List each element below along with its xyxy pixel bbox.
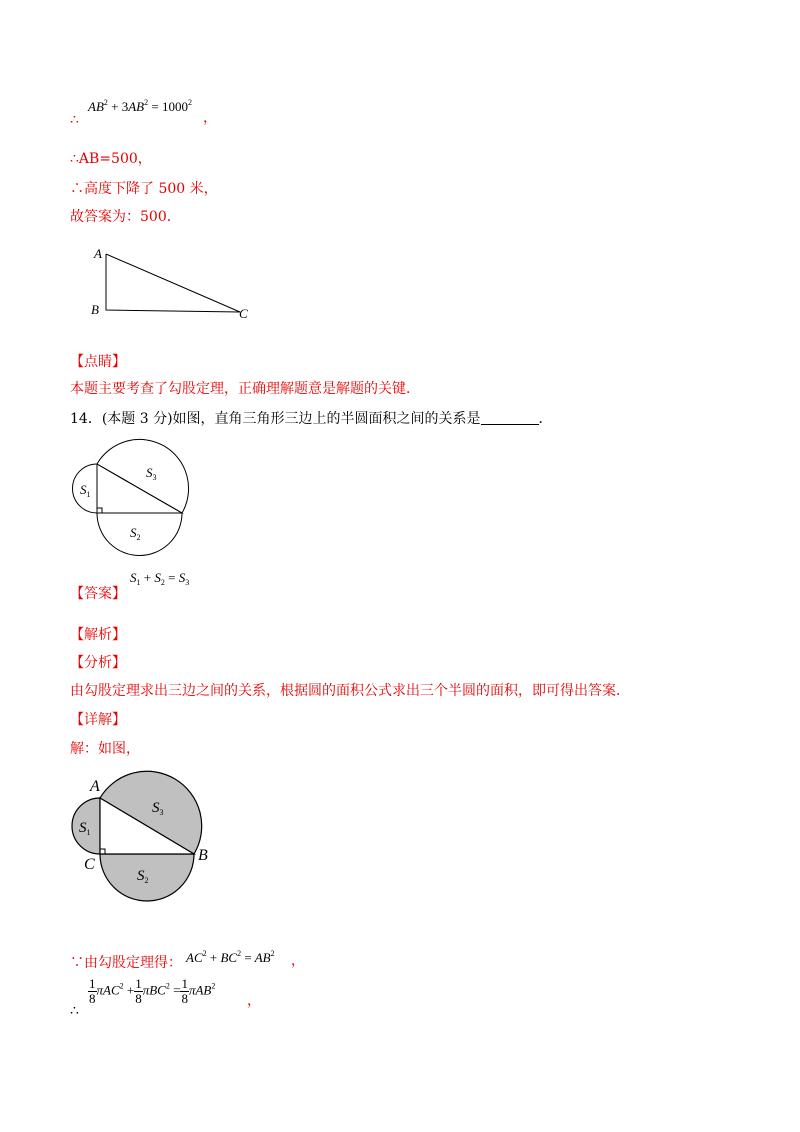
vertex-label-b-2: B [198,847,208,864]
answer-header: 【答案】 [70,586,126,602]
label-s3-shaded: $S_3$ [152,800,164,817]
vertex-label-b: B [91,302,99,317]
question-14-text: 14．(本题 3 分)如图，直角三角形三边上的半圆面积之间的关系是 ． [70,411,553,427]
fraction-equation-comma: ， [247,993,261,1009]
fenxi-header: 【分析】 [70,655,126,671]
height-drop-line: ∴高度下降了 500 米， [70,181,218,197]
ab-result-line: ∴AB=500， [70,151,152,167]
vertex-label-c: C [239,306,248,321]
label-s2-shaded: $S_2$ [137,868,149,885]
xiangjie-header: 【详解】 [70,712,126,728]
vertex-label-a: A [94,246,102,261]
vertex-label-c-2: C [84,856,95,873]
pythagoras-text: ∵由勾股定理得： [70,955,182,971]
answer-blank [481,411,539,425]
pythagoras-comma: ， [291,953,305,969]
label-s3: $S_3$ [146,465,157,482]
label-s1-shaded: $S_1$ [79,820,91,837]
answer-line: 故答案为：500． [70,209,181,225]
therefore-symbol: ∴ [70,112,79,128]
jiexi-header: 【解析】 [70,627,126,643]
semicircle-figure-shaded [62,765,212,910]
dianjing-header: 【点睛】 [70,354,126,370]
label-s2: $S_2$ [130,525,141,542]
answer-equation: $S_1 + S_2 = S_3$ [130,570,190,587]
equation-ab-1000: $AB^2 + 3AB^2 = 1000^2$ [88,98,192,114]
therefore-symbol-2: ∴ [70,1003,79,1019]
solution-intro: 解：如图， [70,741,140,757]
pythagoras-equation: $AC^2 + BC^2 = AB^2$ [186,949,275,965]
fraction-equation: $\frac{1}{8}$ πAC$^2$ + $\frac{1}{8}$ πBC$^2$ = $\frac{1}{8}$ πAB$^2$ [89,976,216,1006]
label-s1: $S_1$ [80,482,91,499]
dianjing-text: 本题主要考查了勾股定理，正确理解题意是解题的关键． [70,381,420,397]
fenxi-text: 由勾股定理求出三边之间的关系，根据圆的面积公式求出三个半圆的面积，即可得出答案． [70,683,630,699]
semicircle-figure-plain [65,430,200,570]
vertex-label-a-2: A [90,778,100,795]
right-triangle-figure [85,240,260,330]
equation-comma: ， [203,110,217,126]
